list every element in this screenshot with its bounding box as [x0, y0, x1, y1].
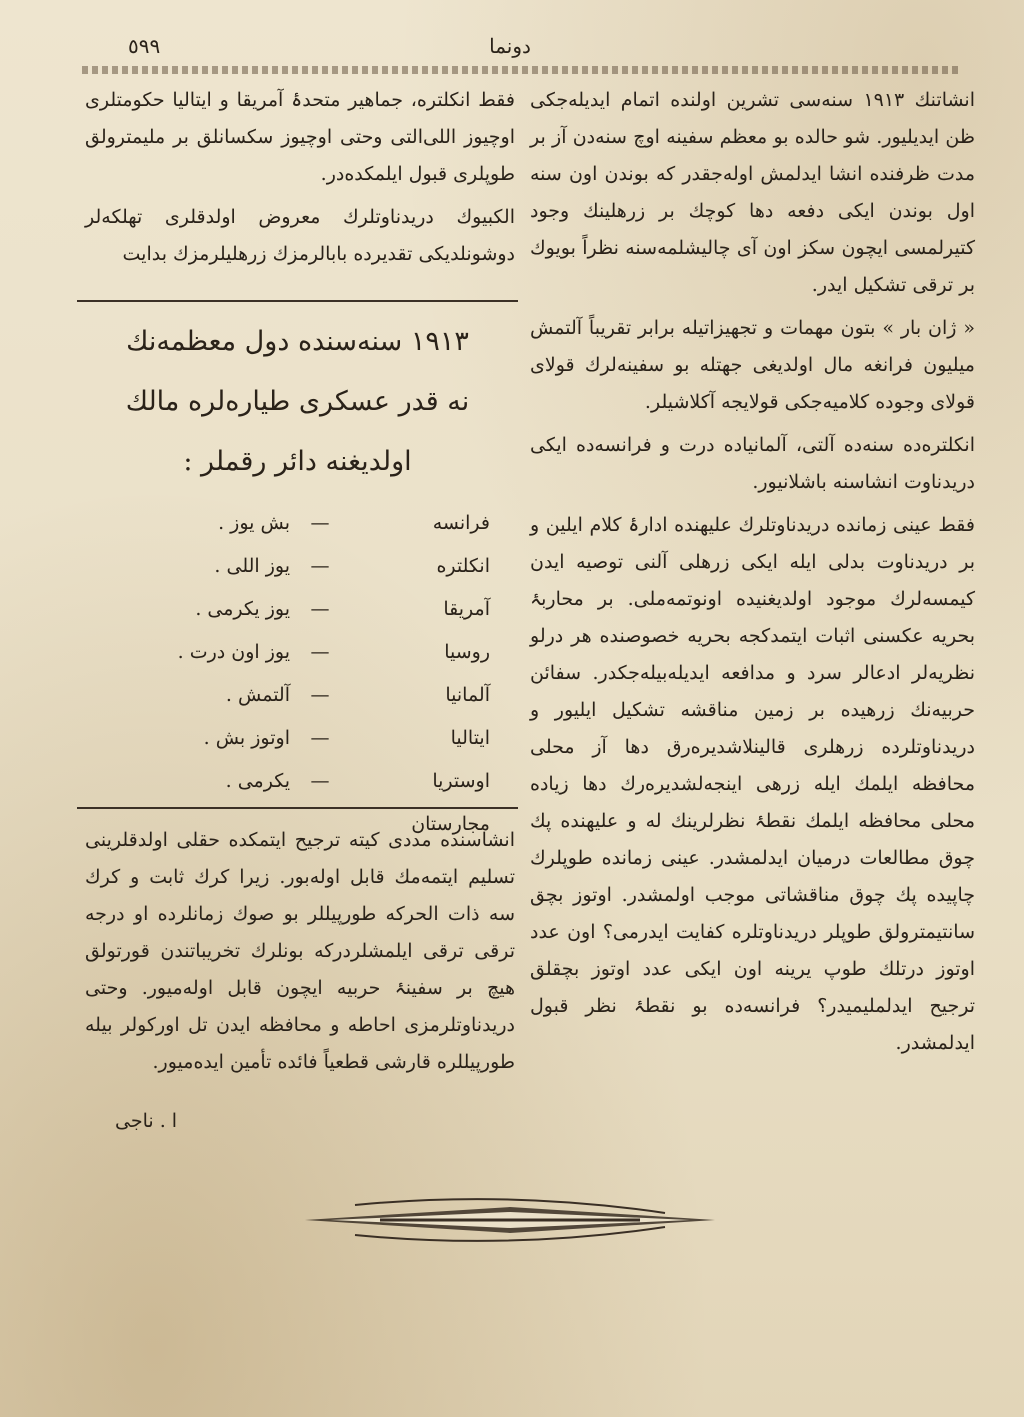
decorative-ornament — [300, 1185, 720, 1255]
aircraft-count: یوز اون درت . — [177, 641, 290, 663]
dash: — — [310, 641, 330, 663]
dash: — — [310, 727, 330, 749]
left-column-top — [85, 82, 515, 279]
dash: — — [310, 598, 330, 620]
dash: — — [310, 770, 330, 792]
list-item — [117, 674, 490, 717]
country-name: آلمانیا — [445, 684, 490, 706]
aircraft-count: یكرمی . — [225, 770, 290, 792]
list-item — [117, 588, 490, 631]
left-column-bottom — [85, 822, 515, 1087]
aircraft-count: بش یوز . — [218, 512, 290, 534]
right-column — [530, 82, 975, 1068]
dash: — — [310, 512, 330, 534]
list-item — [117, 502, 490, 545]
author-signature: ا . ناجی — [115, 1110, 178, 1132]
list-item — [117, 717, 490, 760]
box-title-line: نە قدر عسكری طیارەلرە مالك — [125, 386, 470, 417]
country-name: ایتالیا — [450, 727, 490, 749]
country-name: روسیا — [444, 641, 490, 663]
aircraft-count: یوز یكرمی . — [195, 598, 290, 620]
paragraph: فقط انكلترە، جماهیر متحدۂ آمریقا و ایتالیا حكومتلری اوچیوز اللی‌التی وحتی اوچیوز سكسانلق بر ملیمترولق طوپلری قبول ایلمكدەدر. — [85, 89, 515, 185]
page-header-title: دونما — [489, 34, 531, 58]
dash: — — [310, 555, 330, 577]
paragraph: الكبیوك دریدناوتلرك معروض اولدقلری تهلكەلر دوشونلدیكی تقدیردە بابالرمزك زرهلیلرمزك بدایت — [85, 206, 515, 265]
paragraph: انشاسندە مددی كیتە ترجیح ایتمكدە حقلی اولدقلرینی تسلیم ایتمەمك قابل اولەبور. زیرا كرك ثابت و كرك سە ذات الحركە طورپیللر بو صوك زمانلردە او درجە ترقی ترقی ایلمشلردركە بونلرك تخریباتندن قورتولق هیچ بر سفینۂ حربیە ایچون قابل اولەمیور. وحتی دریدناوتلرمزی احاطە و محافظە ایدن تل اوركولر بیلە طورپیللرە قارشی قطعیاً فائدە تأمین ایدەمیور. — [85, 829, 515, 1073]
header-divider — [82, 66, 958, 74]
box-title-line: ١٩١٣ سنەسندە دول معظمەنك — [126, 326, 469, 357]
paragraph: انكلترەدە سنەدە آلتی، آلمانیادە درت و فرانسەدە ایكی دریدناوت انشاسنە باشلانیور. — [530, 434, 975, 493]
list-item — [117, 545, 490, 588]
dash: — — [310, 684, 330, 706]
paragraph: فقط عینی زماندە دریدناوتلرك علیهندە ادارۂ كلام ایلین و بر دریدناوت بدلی ایلە ایكی زرهلی آلنی توصیە ایدن كیمسەلرك موجود اولدیغنیدە اونوتمەملی. بر محاربۂ بحریە عكسنی اثبات ایتمدكجە بحریە خصوصندە هر درلو نظریەلر ادعالر سرد و مدافعە ایدیلەبیلەجكدر. سفائن حربیەنك زرهیدە بر زمین مناقشە تشكیل ایلیور و دریدناوتلردە زرهلری قالینلاشدیرەرق دها آز محلی محافظە ایلمك ایلە زرهی اینجەلشدیرەرك دها زیادە محلی محافظە ایلمك نقطۂ نظرلرینك لە و علیهندە پك چوق مطالعات درمیان ایدلمشدر. عینی زماندە طوپلرك چاپیدە پك چوق مناقشاتی موجب اولمشدر. اوتوز بچق سانتیمترولق طوپلر دریدناوتلرە كفایت ایدرمی؟ اون عدد اوتوز درتلك طوپ یرینە اون ایكی عدد اوتوز بچقلق ترجیح ایدلملیمیدر؟ فرانسەدە بو نقطۂ نظر قبول ایدلمشدر. — [530, 514, 975, 1054]
paragraph: « ژان بار » بتون مهمات و تجهیزاتیلە برابر تقریباً آلتمش میلیون فرانغە مال اولدیغی جهتلە بو سفینەلرك قولای قولای وجودە كلامیەجكی قولایجە آكلاشیلر. — [530, 317, 975, 413]
country-name: فرانسە — [432, 512, 490, 534]
aircraft-count: یوز اللی . — [214, 555, 290, 577]
country-name: آمریقا — [443, 598, 490, 620]
aircraft-list — [77, 502, 518, 846]
list-item — [117, 631, 490, 674]
country-name: انكلترە — [436, 555, 490, 577]
aircraft-figures-box — [77, 300, 518, 835]
page-number: ٥٩٩ — [128, 34, 161, 58]
box-title — [77, 312, 518, 492]
aircraft-count: آلتمش . — [225, 684, 290, 706]
country-name: اوستریا مجارستان — [411, 770, 490, 835]
paragraph: انشاتنك ١٩١٣ سنەسی تشرین اولندە اتمام ایدیلەجكی ظن ایدیلیور. شو حالدە بو معظم سفینە اوچ سنەدن آز بر مدت ظرفندە انشا ایدلمش اولەجقدر كە بوندن اون سنە اول بوندن ایكی دفعە دها كوچك بر زرهلینك وجود كتیرلمسی ایچون سكز اون آی چالیشلمەسنە نظراً بویوك بر ترقی تشكیل ایدر. — [530, 89, 975, 296]
box-title-line: اولدیغنە دائر رقملر : — [183, 446, 412, 477]
aircraft-count: اوتوز بش . — [203, 727, 290, 749]
